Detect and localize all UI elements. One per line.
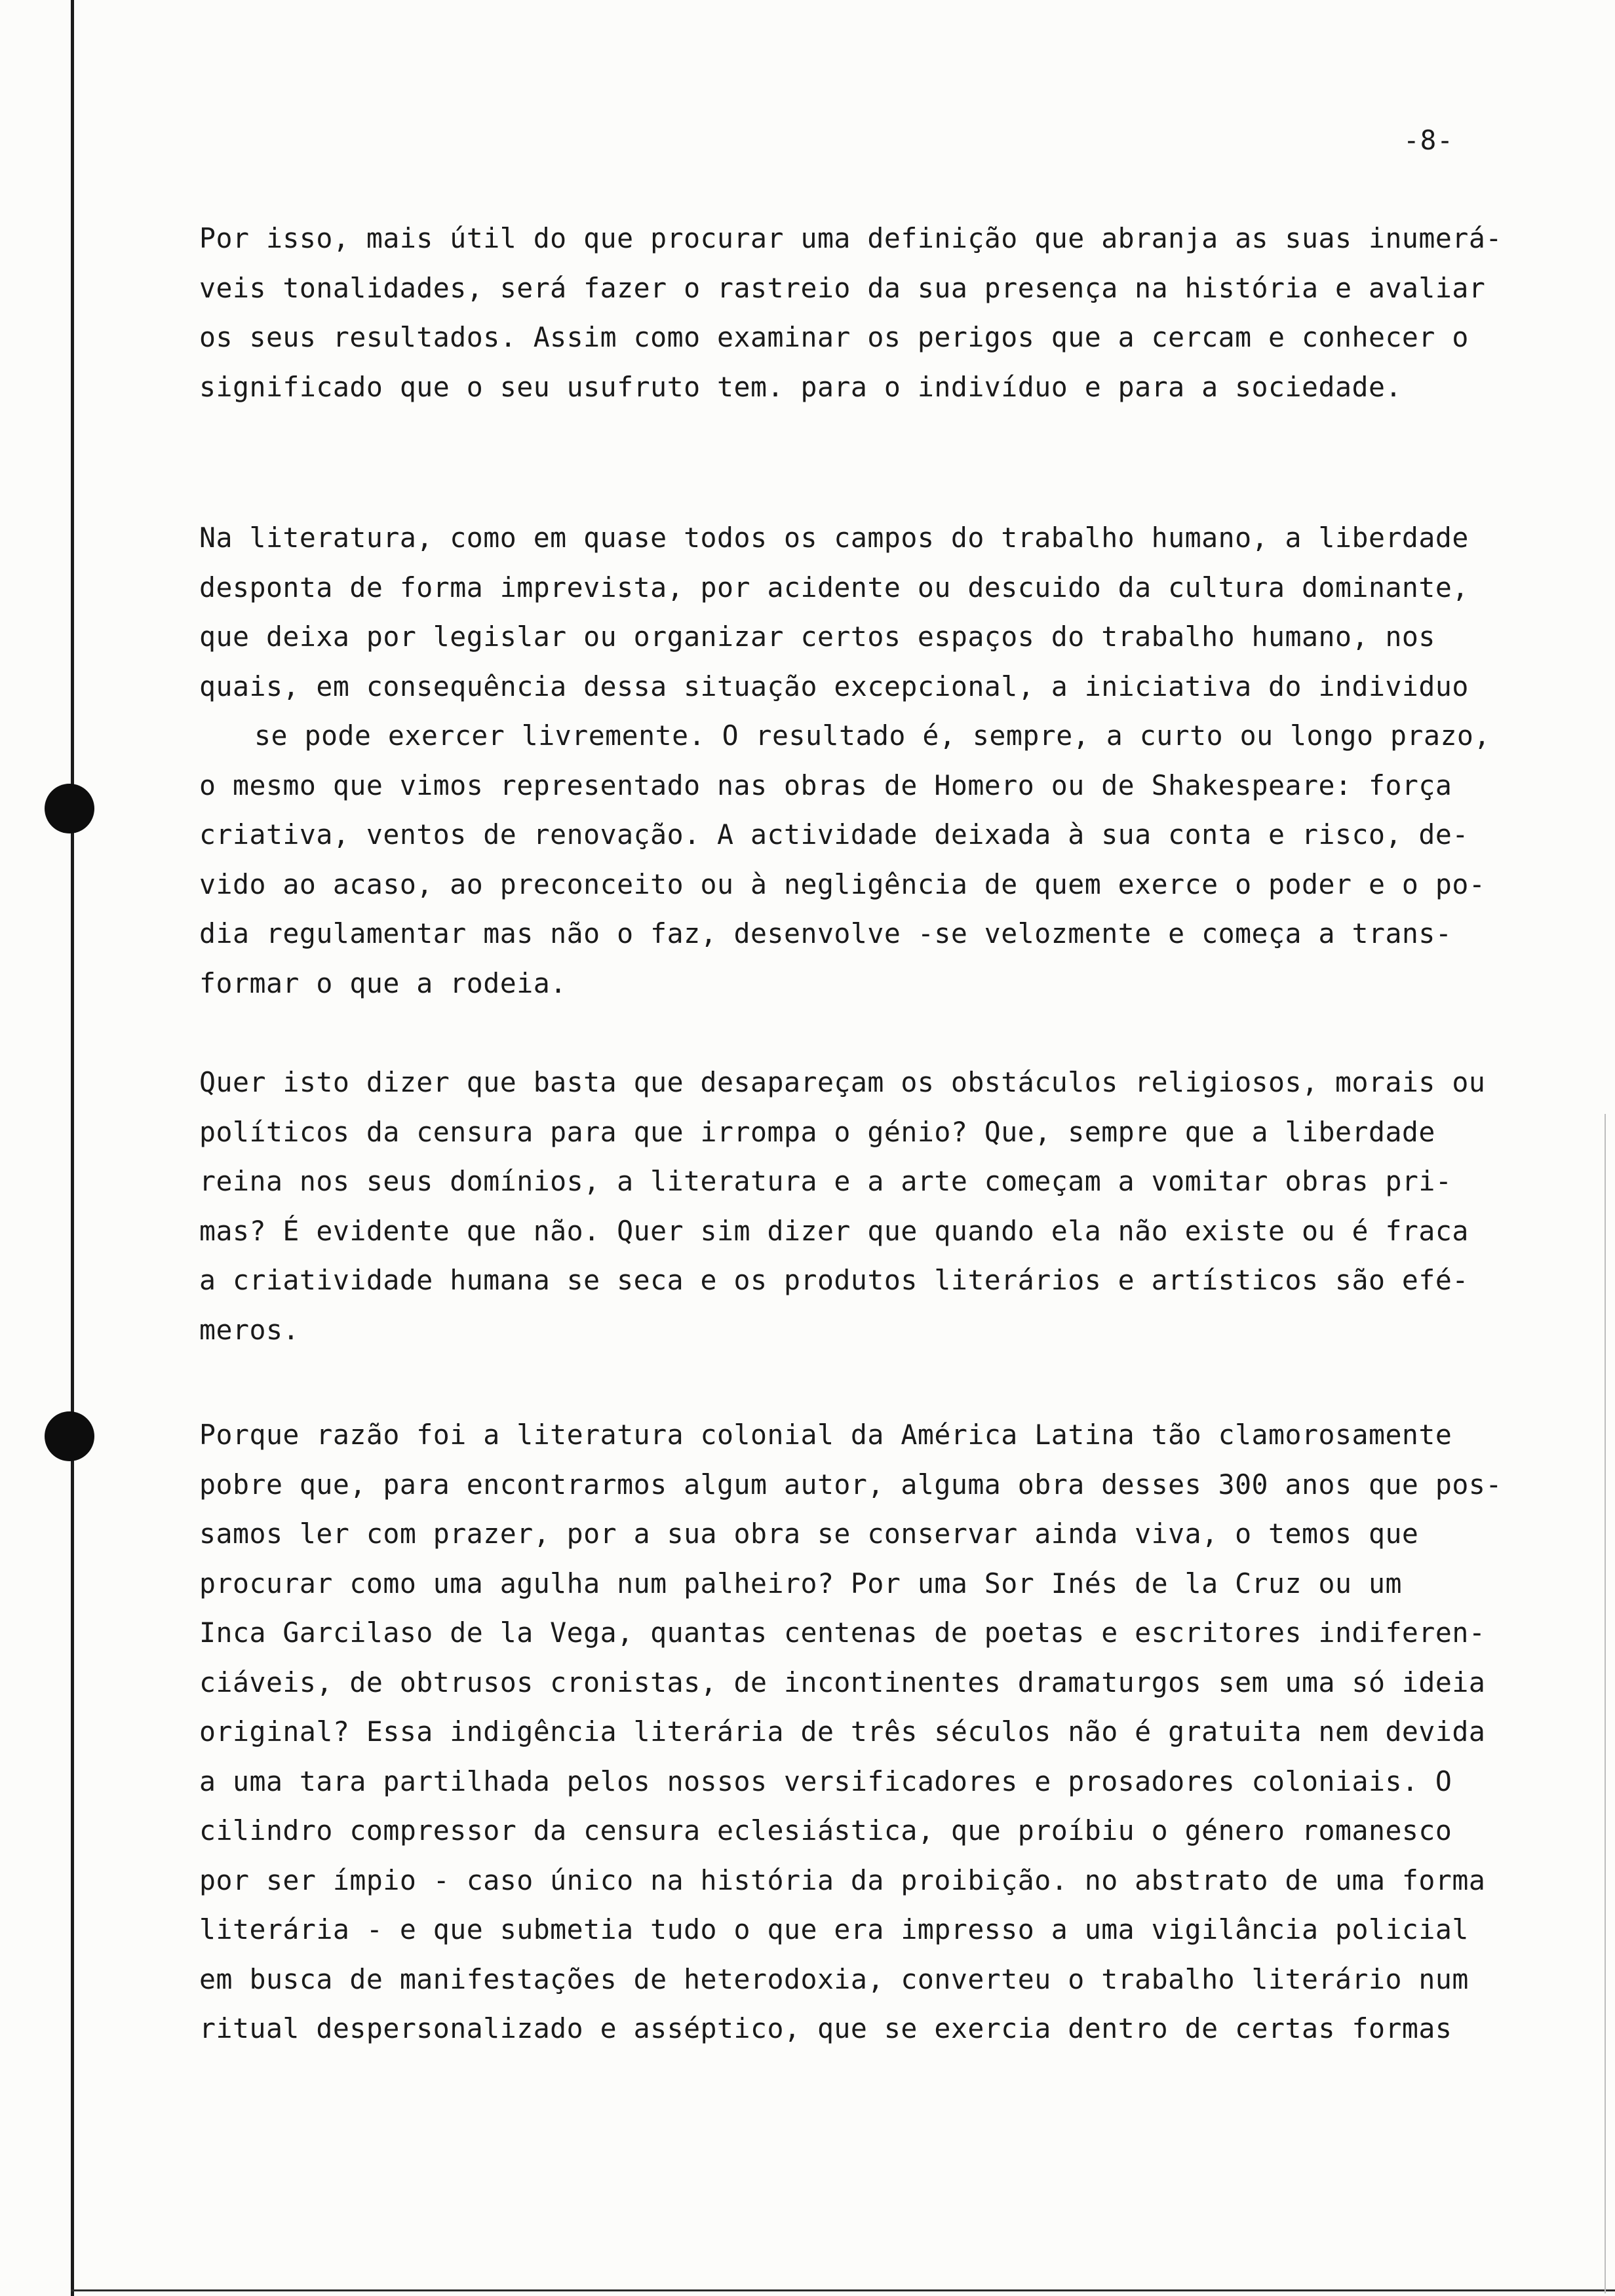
text-line: vido ao acaso, ao preconceito ou à negligência de quem exerce o poder e o po-: [199, 868, 1486, 900]
text-line: em busca de manifestações de heterodoxia, converteu o trabalho literário num: [199, 1962, 1469, 1995]
punch-hole-upper: [45, 784, 94, 833]
paragraph-3: [199, 1058, 1484, 1354]
text-line: cilindro compressor da censura eclesiástica, que proíbiu o género romanesco: [199, 1814, 1452, 1846]
text-line: Porque razão foi a literatura colonial da América Latina tão clamorosamente: [199, 1419, 1452, 1451]
text-line: ritual despersonalizado e asséptico, que se exercia dentro de certas formas: [199, 2012, 1452, 2044]
text-line: desponta de forma imprevista, por acidente ou descuido da cultura dominante,: [199, 571, 1469, 603]
left-margin-rule: [71, 0, 74, 2296]
text-line: os seus resultados. Assim como examinar os perigos que a cercam e conhecer o: [199, 321, 1469, 353]
text-line: veis tonalidades, será fazer o rastreio da sua presença na história e avaliar: [199, 271, 1486, 304]
text-line: formar o que a rodeia.: [199, 966, 567, 999]
text-line: meros.: [199, 1313, 300, 1346]
text-line: Inca Garcilaso de la Vega, quantas centenas de poetas e escritores indiferen-: [199, 1617, 1486, 1649]
text-line: procurar como uma agulha num palheiro? Por uma Sor Inés de la Cruz ou um: [199, 1567, 1402, 1599]
text-line: Por isso, mais útil do que procurar uma definição que abranja as suas inumerá-: [199, 222, 1502, 254]
text-line: dia regulamentar mas não o faz, desenvolve -se velozmente e começa a trans-: [199, 917, 1452, 949]
text-line: o mesmo que vimos representado nas obras de Homero ou de Shakespeare: força: [199, 769, 1452, 801]
text-line: a criatividade humana se seca e os produtos literários e artísticos são efé-: [199, 1264, 1469, 1296]
text-line: se pode exercer livremente. O resultado é, sempre, a curto ou longo prazo,: [254, 719, 1490, 752]
text-line: quais, em consequência dessa situação excepcional, a iniciativa do individuo: [199, 670, 1469, 702]
paragraph-4: [199, 1410, 1502, 2054]
text-line: que deixa por legislar ou organizar certos espaços do trabalho humano, nos: [199, 621, 1435, 653]
page-number: -8-: [1403, 124, 1454, 156]
text-line: original? Essa indigência literária de três séculos não é gratuita nem devida: [199, 1715, 1486, 1748]
text-line: pobre que, para encontrarmos algum autor, alguma obra desses 300 anos que pos-: [199, 1468, 1502, 1501]
text-line: mas? É evidente que não. Quer sim dizer que quando ela não existe ou é fraca: [199, 1214, 1469, 1247]
text-line: ciáveis, de obtrusos cronistas, de incontinentes dramaturgos sem uma só ideia: [199, 1666, 1486, 1698]
text-line: criativa, ventos de renovação. A actividade deixada à sua conta e risco, de-: [199, 818, 1469, 851]
punch-hole-lower: [45, 1411, 94, 1461]
paragraph-1: [199, 214, 1502, 411]
text-line: literária - e que submetia tudo o que era impresso a uma vigilância policial: [199, 1913, 1469, 1945]
text-line: significado que o seu usufruto tem. para o indivíduo e para a sociedade.: [199, 370, 1402, 403]
text-line: a uma tara partilhada pelos nossos versificadores e prosadores coloniais. O: [199, 1765, 1452, 1797]
paragraph-2: [199, 513, 1490, 1008]
right-page-edge: [1605, 1114, 1606, 2293]
text-line: por ser ímpio - caso único na história da proibição. no abstrato de uma forma: [199, 1864, 1486, 1896]
text-line: reina nos seus domínios, a literatura e a arte começam a vomitar obras pri-: [199, 1165, 1452, 1197]
text-line: samos ler com prazer, por a sua obra se conservar ainda viva, o temos que: [199, 1518, 1419, 1550]
bottom-edge-rule: [71, 2289, 1615, 2291]
text-line: políticos da censura para que irrompa o génio? Que, sempre que a liberdade: [199, 1115, 1435, 1148]
text-line: Quer isto dizer que basta que desapareçam os obstáculos religiosos, morais ou: [199, 1066, 1486, 1098]
text-line: Na literatura, como em quase todos os campos do trabalho humano, a liberdade: [199, 522, 1469, 554]
